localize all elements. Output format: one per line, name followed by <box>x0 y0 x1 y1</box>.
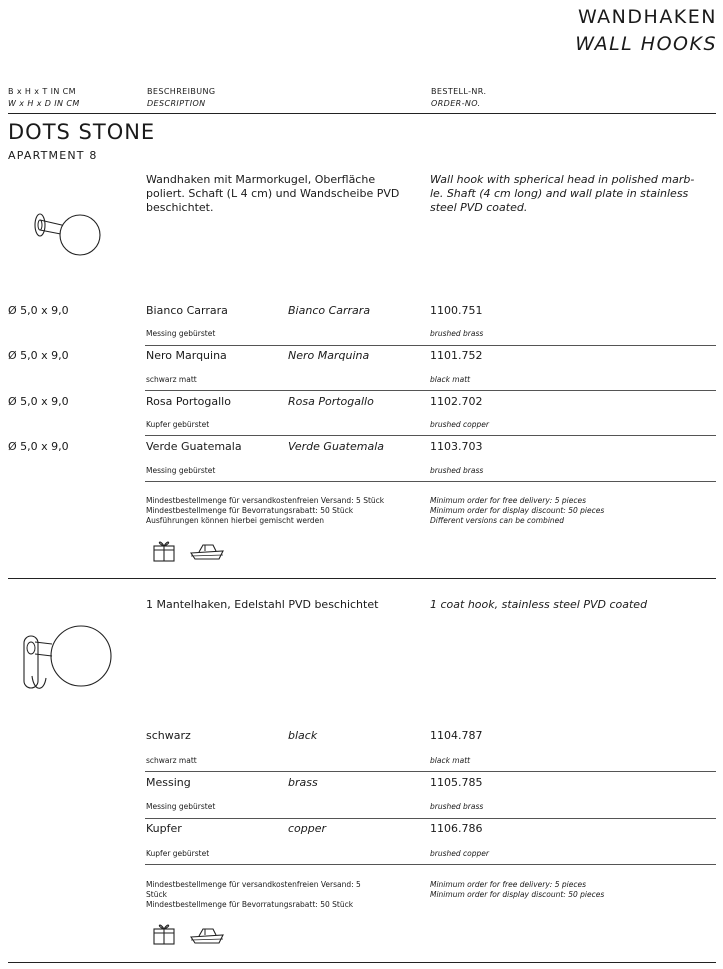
desc-line: Wall hook with spherical head in polished marb- <box>430 173 695 186</box>
row-name-en: brass <box>288 776 318 789</box>
section1-description-en <box>430 173 720 215</box>
row-finish-en: brushed brass <box>430 329 484 338</box>
column-header-dimensions-en: W x H x D IN CM <box>8 99 80 108</box>
note-line: Ausführungen können hierbei gemischt werden <box>146 516 325 525</box>
header-divider <box>8 113 716 114</box>
row-divider <box>145 390 716 391</box>
column-header-dimensions <box>8 86 80 110</box>
page-title-en: WALL HOOKS <box>575 33 717 55</box>
row-dimensions: Ø 5,0 x 9,0 <box>8 395 69 408</box>
row-name-en: Rosa Portogallo <box>288 395 374 408</box>
section1-note-en <box>430 496 710 526</box>
row-finish-en: brushed brass <box>430 466 484 475</box>
note-line: Mindestbestellmenge für Bevorratungsrabatt: 50 Stück <box>146 506 354 515</box>
column-header-description <box>147 86 216 110</box>
gift-icon <box>152 537 176 563</box>
row-name-de: schwarz <box>146 729 191 742</box>
desc-line: le. Shaft (4 cm long) and wall plate in stainless <box>430 187 689 200</box>
row-name-de: Rosa Portogallo <box>146 395 231 408</box>
row-order-number: 1102.702 <box>430 395 483 408</box>
desc-line: poliert. Schaft (L 4 cm) und Wandscheibe PVD <box>146 187 400 200</box>
section1-description-de <box>146 173 426 215</box>
section1-note-de <box>146 496 426 526</box>
row-name-de: Nero Marquina <box>146 349 227 362</box>
note-line: Stück <box>146 890 167 899</box>
note-line: Mindestbestellmenge für versandkostenfreien Versand: 5 Stück <box>146 496 385 505</box>
row-dimensions: Ø 5,0 x 9,0 <box>8 304 69 317</box>
row-name-en: Verde Guatemala <box>288 440 384 453</box>
column-header-dimensions-de: B x H x T IN CM <box>8 87 76 96</box>
row-order-number: 1103.703 <box>430 440 483 453</box>
row-order-number: 1105.785 <box>430 776 483 789</box>
row-finish-de: Messing gebürstet <box>146 329 216 338</box>
product-designer: APARTMENT 8 <box>8 149 98 162</box>
gift-icon <box>152 920 176 946</box>
note-line: Minimum order for free delivery: 5 pieces <box>430 496 586 505</box>
boat-icon <box>189 541 227 561</box>
desc-line: Wandhaken mit Marmorkugel, Oberfläche <box>146 173 376 186</box>
boat-icon <box>189 925 227 945</box>
column-header-description-de: BESCHREIBUNG <box>147 87 216 96</box>
row-dimensions: Ø 5,0 x 9,0 <box>8 349 69 362</box>
note-line: Different versions can be combined <box>430 516 565 525</box>
row-divider <box>145 435 716 436</box>
row-order-number: 1100.751 <box>430 304 483 317</box>
row-finish-en: brushed copper <box>430 849 489 858</box>
section2-description-en: 1 coat hook, stainless steel PVD coated <box>430 598 648 611</box>
row-finish-de: schwarz matt <box>146 756 197 765</box>
note-line: Minimum order for display discount: 50 pieces <box>430 506 605 515</box>
row-name-en: black <box>288 729 318 742</box>
section2-note-en <box>430 880 710 900</box>
row-name-de: Kupfer <box>146 822 182 835</box>
coat-hook-sphere-icon <box>18 618 118 698</box>
row-name-de: Messing <box>146 776 191 789</box>
row-finish-en: brushed brass <box>430 802 484 811</box>
row-divider <box>145 345 716 346</box>
row-finish-de: Messing gebürstet <box>146 466 216 475</box>
row-name-en: copper <box>288 822 327 835</box>
row-dimensions: Ø 5,0 x 9,0 <box>8 440 69 453</box>
row-finish-en: brushed copper <box>430 420 489 429</box>
wall-hook-sphere-icon <box>28 205 108 265</box>
row-divider <box>145 771 716 772</box>
desc-line: beschichtet. <box>146 201 214 214</box>
row-name-en: Nero Marquina <box>288 349 370 362</box>
row-divider <box>145 481 716 482</box>
row-name-en: Bianco Carrara <box>288 304 371 317</box>
page-title-de: WANDHAKEN <box>577 6 717 28</box>
column-header-order <box>431 86 486 110</box>
row-order-number: 1104.787 <box>430 729 483 742</box>
row-finish-de: Messing gebürstet <box>146 802 216 811</box>
note-line: Minimum order for display discount: 50 pieces <box>430 890 605 899</box>
row-divider <box>145 818 716 819</box>
row-divider <box>145 864 716 865</box>
section2-description-de: 1 Mantelhaken, Edelstahl PVD beschichtet <box>146 598 379 611</box>
section-divider <box>8 962 716 963</box>
desc-line: steel PVD coated. <box>430 201 528 214</box>
note-line: Minimum order for free delivery: 5 pieces <box>430 880 586 889</box>
column-header-description-en: DESCRIPTION <box>147 99 206 108</box>
row-order-number: 1101.752 <box>430 349 483 362</box>
section2-note-de <box>146 880 416 910</box>
note-line: Mindestbestellmenge für Bevorratungsrabatt: 50 Stück <box>146 900 354 909</box>
section-divider <box>8 578 716 579</box>
row-order-number: 1106.786 <box>430 822 483 835</box>
column-header-order-de: BESTELL-NR. <box>431 87 487 96</box>
row-finish-de: schwarz matt <box>146 375 197 384</box>
row-finish-de: Kupfer gebürstet <box>146 420 210 429</box>
note-line: Mindestbestellmenge für versandkostenfreien Versand: 5 <box>146 880 361 889</box>
row-finish-en: black matt <box>430 756 471 765</box>
row-finish-en: black matt <box>430 375 471 384</box>
row-name-de: Verde Guatemala <box>146 440 242 453</box>
row-name-de: Bianco Carrara <box>146 304 228 317</box>
row-finish-de: Kupfer gebürstet <box>146 849 210 858</box>
product-name: DOTS STONE <box>8 120 156 144</box>
column-header-order-en: ORDER-NO. <box>431 99 481 108</box>
